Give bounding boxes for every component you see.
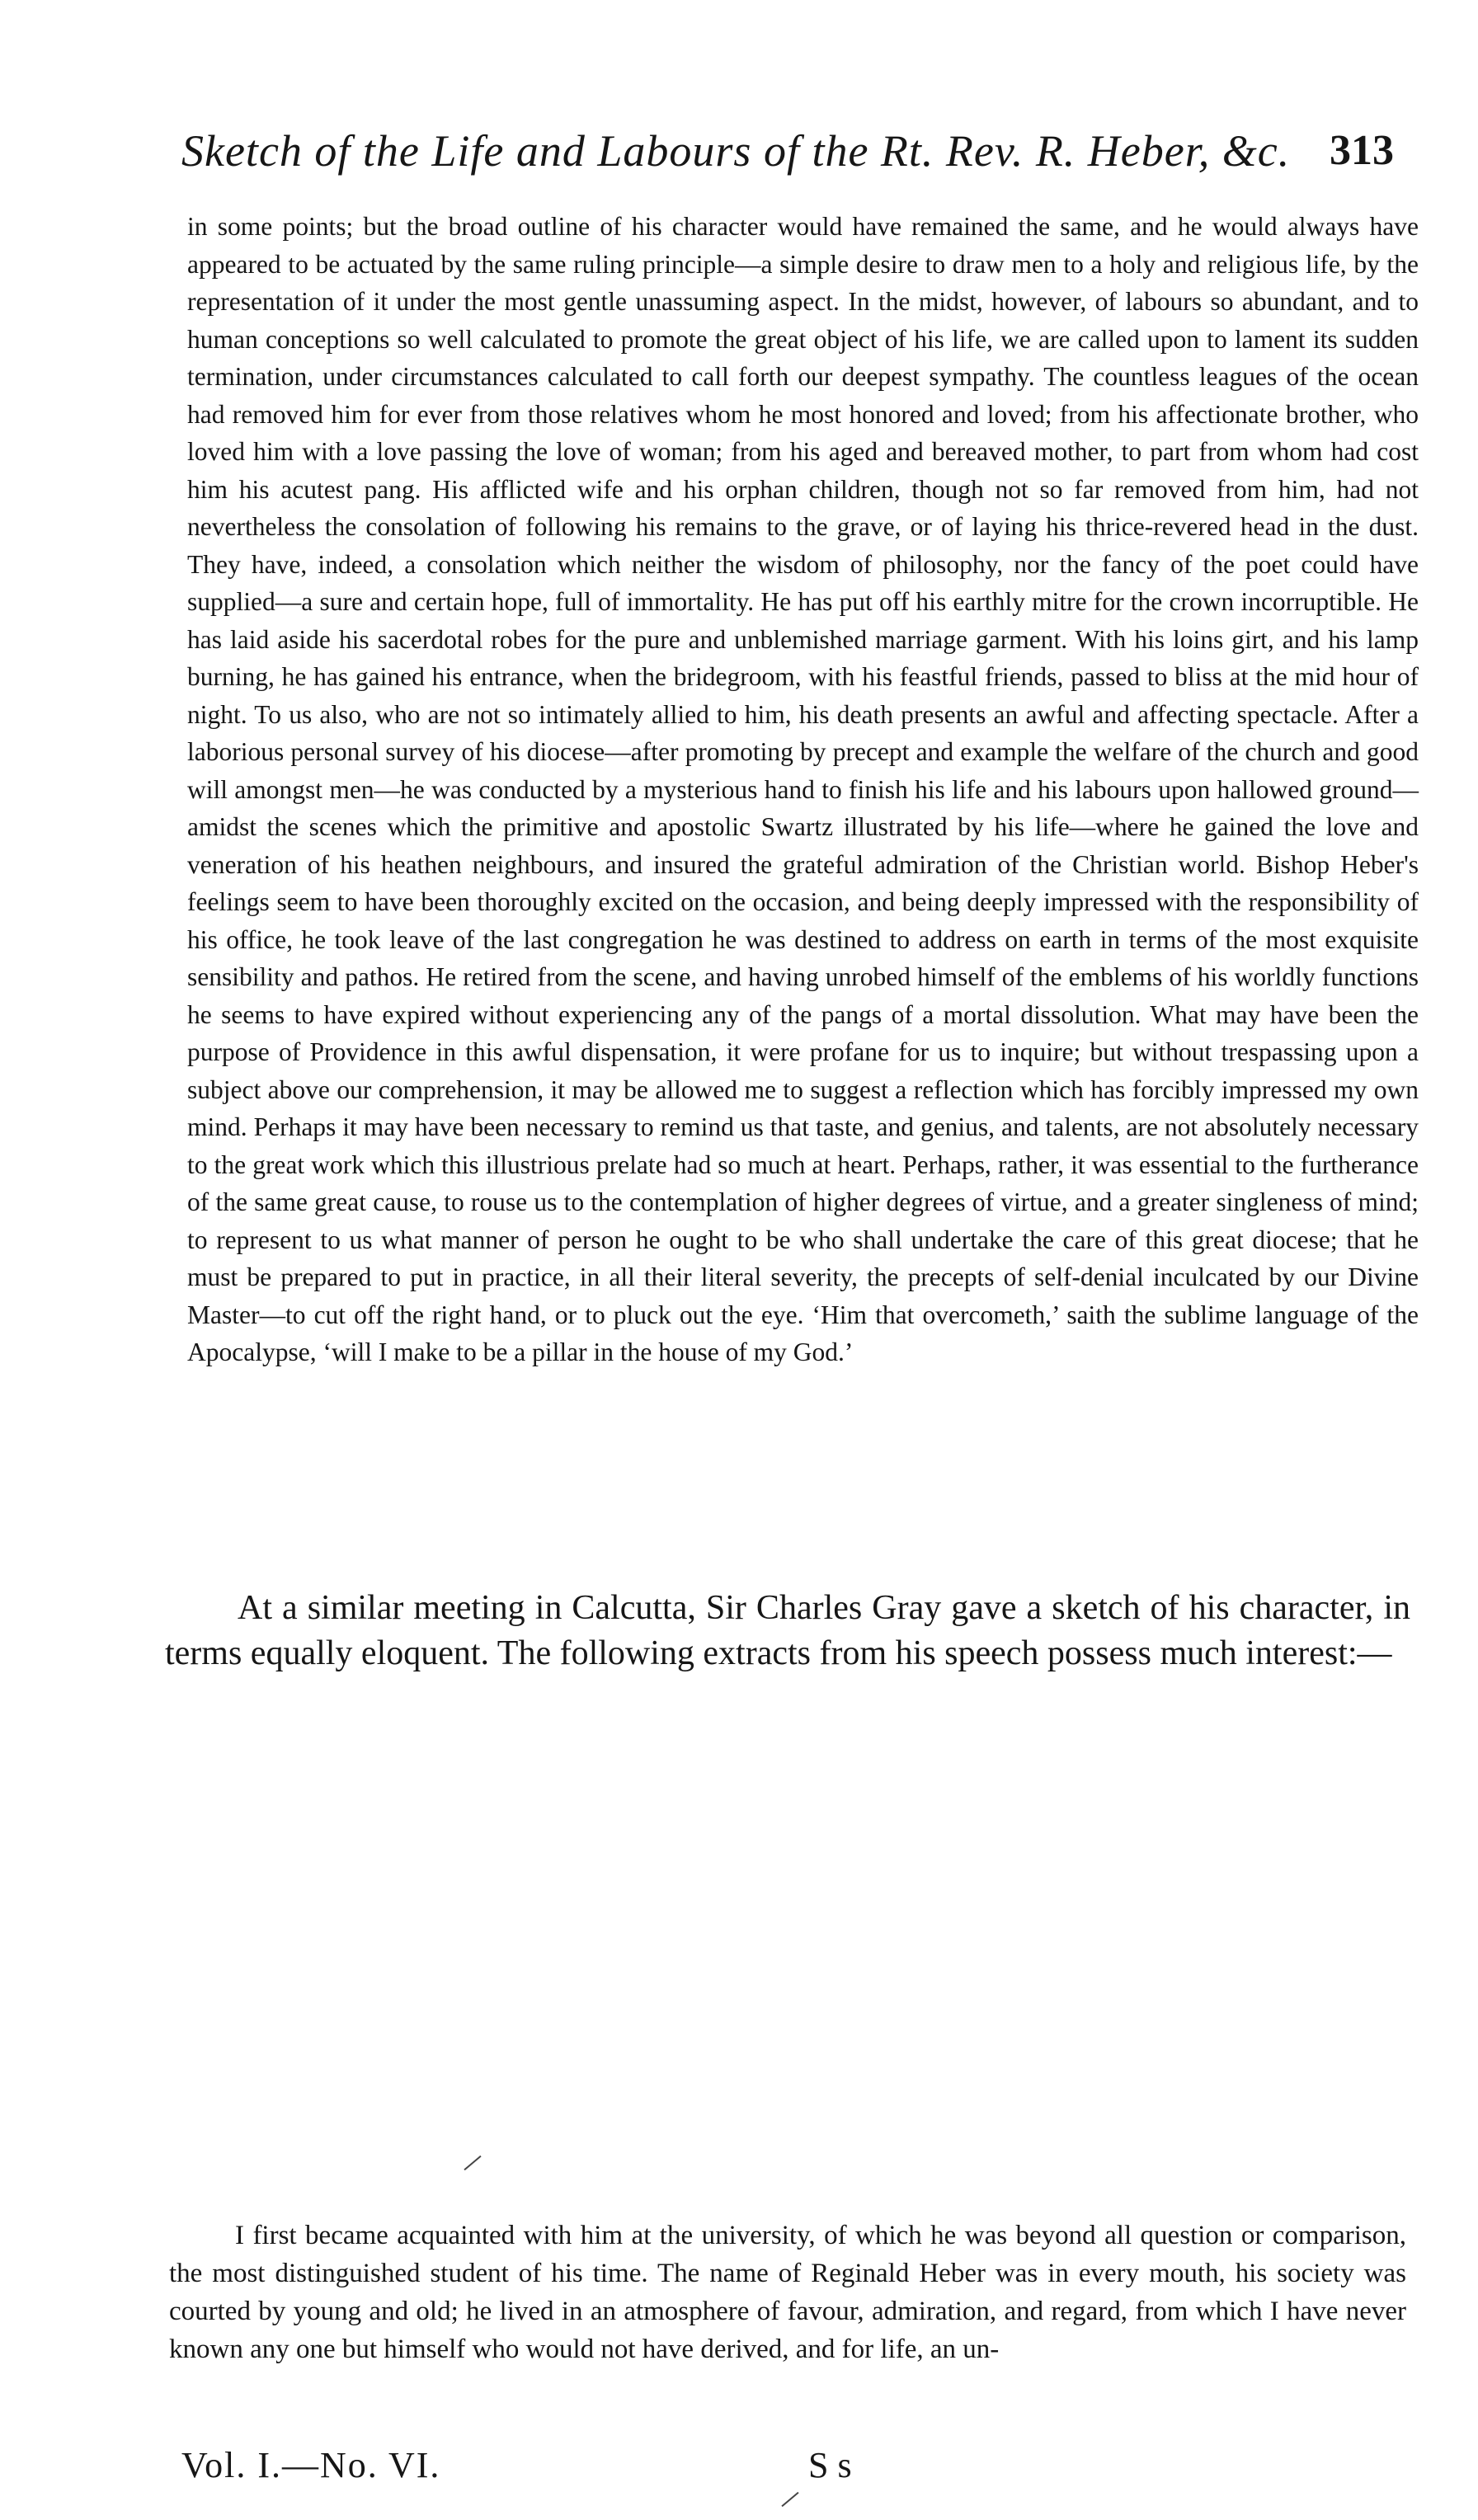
- running-head-title: Sketch of the Life and Labours of the Rt. Rev. R. Heber, &c.: [181, 126, 1291, 176]
- signature-line: [181, 2441, 990, 2490]
- quoted-speech-paragraph: in some points; but the broad outline of his character would have remained the same, and he would always have appeared to be actuated by the same ruling principle—a simple desire to draw men to a holy and religious life, by the representation of it under the most gentle unassuming aspect. In the midst, however, of labours so abundant, and to human conceptions so well calculated to promote the great object of his life, we are called upon to lament its sudden termination, under circumstances calculated to call forth our deepest sympathy. The countless leagues of the ocean had removed him for ever from those relatives whom he most honored and loved; from his affectionate brother, who loved him with a love passing the love of woman; from his aged and bereaved mother, to part from whom had cost him his acutest pang. His afflicted wife and his orphan children, though not so far removed from him, had not nevertheless the consolation of following his remains to the grave, or of laying his thrice-revered head in the dust. They have, indeed, a consolation which neither the wisdom of philosophy, nor the fancy of the poet could have supplied—a sure and certain hope, full of immortality. He has put off his earthly mitre for the crown incorruptible. He has laid aside his sacerdotal robes for the pure and unblemished marriage garment. With his loins girt, and his lamp burning, he has gained his entrance, when the bridegroom, with his feastful friends, passed to bliss at the mid hour of night. To us also, who are not so intimately allied to him, his death presents an awful and affecting spectacle. After a laborious personal survey of his diocese—after promoting by precept and example the welfare of the church and good will amongst men—he was conducted by a mysterious hand to finish his life and his labours upon hallowed ground—amidst the scenes which the primitive and apostolic Swartz illustrated by his life—where he gained the love and veneration of his heathen neighbours, and insured the grateful admiration of the Christian world. Bishop Heber's feelings seem to have been thoroughly excited on the occasion, and being deeply impressed with the responsibility of his office, he took leave of the last congregation he was destined to address on earth in terms of the most exquisite sensibility and pathos. He retired from the scene, and having unrobed himself of the emblems of his worldly functions he seems to have expired without experiencing any of the pangs of a mortal dissolution. What may have been the purpose of Providence in this awful dispensation, it were profane for us to inquire; but without trespassing upon a subject above our comprehension, it may be allowed me to suggest a reflection which has forcibly impressed my own mind. Perhaps it may have been necessary to remind us that taste, and genius, and talents, are not absolutely necessary to the great work which this illustrious prelate had so much at heart. Perhaps, rather, it was essential to the furtherance of the same great cause, to rouse us to the contemplation of higher degrees of virtue, and a greater singleness of mind; to represent to us what manner of person he ought to be who shall undertake the care of this great diocese; that he must be prepared to put in practice, in all their literal severity, the precepts of self-denial inculcated by our Divine Master—to cut off the right hand, or to pluck out the eye. ‘Him that overcometh,’ saith the sublime language of the Apocalypse, ‘will I make to be a pillar in the house of my God.’: [187, 212, 1419, 1366]
- stray-print-mark: [464, 2156, 481, 2170]
- volume-number: Vol. I.—No. VI.: [181, 2445, 441, 2485]
- page-number: 313: [1330, 127, 1394, 174]
- second-quoted-paragraph: I first became acquainted with him at the university, of which he was beyond all question or comparison, the most distinguished student of his time. The name of Reginald Heber was in every mouth, his society was courted by young and old; he lived in an atmosphere of favour, admiration, and regard, from which I have never known any one but himself who would not have derived, and for life, an un-: [169, 2221, 1406, 2364]
- stray-print-mark: [781, 2492, 798, 2507]
- narrative-paragraph: At a similar meeting in Calcutta, Sir Charles Gray gave a sketch of his character, in terms equally eloquent. The following extracts from his speech possess much interest:—: [165, 1589, 1410, 1672]
- quoted-speech-excerpt: [187, 208, 1419, 1371]
- narrative-paragraph-block: [165, 1586, 1410, 1676]
- quoted-speech-excerpt-second: [169, 2217, 1406, 2368]
- running-head: [181, 122, 1394, 188]
- printer-signature-mark: S s: [808, 2445, 852, 2485]
